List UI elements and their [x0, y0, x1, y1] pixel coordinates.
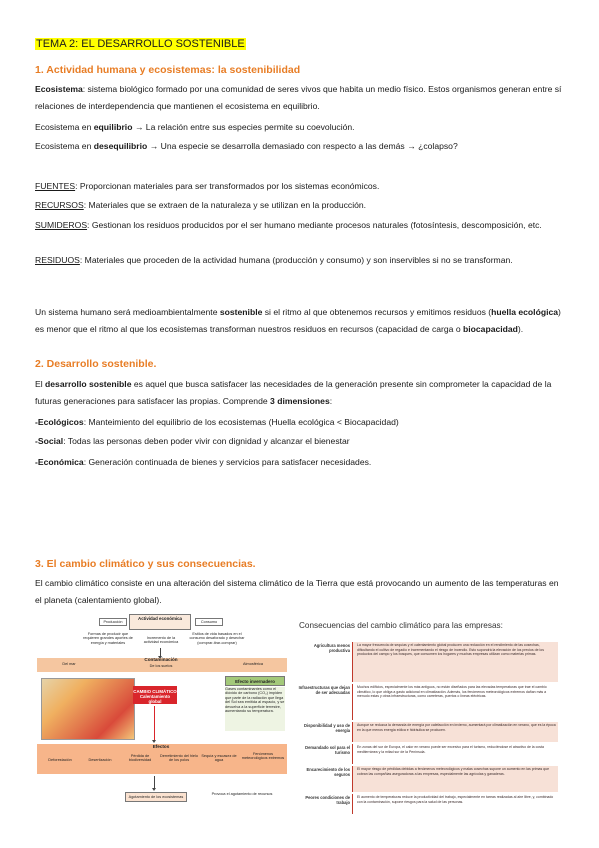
incremento-label: Incremento de la actividad económica [143, 636, 179, 645]
equilibrio-paragraph: Ecosistema en equilibrio → La relación entre sus especies permite su coevolución. [35, 122, 355, 132]
social-paragraph: -Social: Todas las personas deben poder vivir con dignidad y alcanzar el bienestar [35, 436, 350, 446]
row-head: Peores condiciones de trabajo [305, 795, 350, 805]
row-text: La mayor frecuencia de sequías y el calentamiento global producen una reducción en el rendimiento de las cosechas, dificultando el cultivo de regadío e incrementando el riesgo de incendio. Esto supondrá la elevación de los precios de los productos del campo y los bosques, que consumen los hogares y muchas empresas utilizan como materias primas. [352, 642, 558, 682]
arrow-down-2 [154, 706, 155, 740]
cambio-climatico-box: CAMBIO CLIMÁTICO Calentamiento global [133, 686, 177, 704]
table-row [296, 722, 558, 742]
table-row [296, 642, 558, 682]
table-row [296, 794, 558, 814]
atmosferica-label: Atmosférica [242, 662, 264, 666]
actividad-box: Actividad económica [129, 614, 191, 630]
ecologicos-paragraph: -Ecológicos: Manteimiento del equilibrio de los ecosistemas (Huella ecológica < Biocapacidad) [35, 417, 399, 427]
desequilibrio-paragraph: Ecosistema en desequilibrio → Una especie se desarrolla demasiado con respecto a las demás → ¿colapso? [35, 141, 458, 151]
section2-heading: 2. Desarrollo sostenible. [35, 358, 157, 370]
row-text: El mayor riesgo de pérdidas debidas a fenómenos meteorológicos y malas cosechas supone un aumento en las primas que cobran las compañías aseguradoras a las empresas, especialmente las agrícolas y ganaderas. [352, 766, 558, 792]
provoca-label: Provoca el agotamiento de recursos [211, 792, 273, 796]
page-title: TEMA 2: EL DESARROLLO SOSTENIBLE [36, 38, 245, 50]
row-head: Agricultura menos productiva [313, 643, 350, 653]
produccion-box: Producción [99, 618, 127, 626]
del-mar-label: Del mar [62, 662, 76, 666]
fuentes-paragraph: FUENTES: Proporcionan materiales para ser transformados por los sistemas económicos. [35, 181, 380, 191]
ecosistema-paragraph: Ecosistema: sistema biológico formado por una comunidad de seres vivos que habita un medio físico. Estos organismos generan entre sí relaciones de interdependencia que mantienen el ecosistema en equilibrio. [35, 84, 562, 111]
contaminacion-label: Contaminación [144, 657, 178, 662]
row-head: Encarecimiento de los seguros [306, 767, 350, 777]
desarrollo-paragraph: El desarrollo sostenible es aquel que busca satisfacer las necesidades de la generación presente sin comprometer la capacidad de la futuras generaciones para satisfacer las propias. Comprende 3 dimensiones: [35, 379, 552, 406]
table-row [296, 684, 558, 720]
arrow-down-3 [154, 776, 155, 788]
row-text: El aumento de temperaturas reduce la productividad del trabajo, especialmente en tareas realizadas al aire libre, y, combinado con la contaminación, supone riesgos para la salud de las personas. [352, 794, 558, 814]
perdida-label: Pérdida de biodiversidad [128, 754, 152, 763]
table-row [296, 766, 558, 792]
recursos-paragraph: RECURSOS: Materiales que se extraen de la naturaleza y se utilizan en la producción. [35, 200, 367, 210]
residuos-paragraph: RESIDUOS: Materiales que proceden de la actividad humana (producción y consumo) y son inservibles si no se transforman. [35, 255, 513, 265]
row-text: Muchos edificios, especialmente los más antiguos, no están diseñados para las elevadas temperaturas que trae el cambio climático, lo que obliga a gasto adicional en climatización. Además, los fenómenos meteorológicos extremos dañan más a menudo estas y otras infraestructuras, como carreteras, puertos o líneas eléctricas. [352, 684, 558, 720]
derretimiento-label: Derretimiento del hielo de los polos [160, 754, 198, 763]
sumideros-paragraph: SUMIDEROS: Gestionan los residuos producidos por el ser humano mediante procesos naturales (fotosíntesis, descomposición, etc. [35, 220, 542, 230]
fenomenos-label: Fenómenos meteorológicos extremos [241, 752, 285, 761]
economica-paragraph: -Económica: Generación continuada de bienes y servicios para satisfacer necesidades. [35, 457, 372, 467]
row-text: En zonas del sur de Europa, el calor en verano puede ser excesivo para el turismo, reduciéndose el atractivo de la costa mediterránea y la mitad sur de la Península. [352, 744, 558, 764]
efecto-invernadero-box: Efecto invernadero [225, 676, 285, 686]
desertizacion-label: Desertización [88, 758, 112, 762]
warming-map-image [41, 678, 135, 740]
arrow-down-1 [160, 648, 161, 656]
sostenible-paragraph: Un sistema humano será medioambientalmente sostenible si el ritmo al que obtenemos recursos y emitimos residuos (huella ecológica) es menor que el ritmo al que los ecosistemas transforman nuestros residuos en recursos (capacidad de carga o biocapacidad). [35, 307, 561, 334]
efectos-label: Efectos [152, 744, 170, 749]
row-head: Infraestructuras que dejan de ser adecuadas [298, 685, 350, 695]
climate-change-diagram [37, 614, 289, 814]
efecto-invernadero-text: Gases contaminantes como el dióxido de carbono (CO₂) impiden que parte de la radiación que llega del Sol sea emitida al espacio, y se devuelva a la superficie terrestre, aumentando su temperatura. [225, 687, 285, 731]
row-text: Aunque se reduzca la demanda de energía por calefacción en invierno, aumentará por climatización en verano, que es la época en la que menos energía eólica e hidráulica se producen. [352, 722, 558, 742]
row-head: Disponibilidad y uso de energía [304, 723, 350, 733]
table-title: Consecuencias del cambio climático para las empresas: [299, 621, 503, 630]
deforestacion-label: Deforestación [48, 758, 72, 762]
consequences-table [296, 618, 558, 816]
consumo-box: Consumo [195, 618, 223, 626]
section3-heading: 3. El cambio climático y sus consecuencias. [35, 558, 256, 570]
cambio-paragraph: El cambio climático consiste en una alteración del sistema climático de la Tierra que está provocando un aumento de las temperaturas en el planeta (calentamiento global). [35, 578, 559, 605]
sequia-label: Sequía y escasez de agua [201, 754, 237, 763]
agotamiento-box: Agotamiento de los ecosistemas [125, 792, 187, 802]
formas-label: Formas de producir que requieren grandes aportes de energía y materiales [83, 632, 133, 645]
de-suelos-label: De los suelos [149, 664, 173, 668]
section1-heading: 1. Actividad humana y ecosistemas: la sostenibilidad [35, 64, 301, 76]
table-row [296, 744, 558, 764]
estilos-label: Estilos de vida basados en el consumo desaforado y desechar (comprar-tirar-comprar) [189, 632, 245, 645]
row-head: Demandado sol para el turismo [305, 745, 350, 755]
